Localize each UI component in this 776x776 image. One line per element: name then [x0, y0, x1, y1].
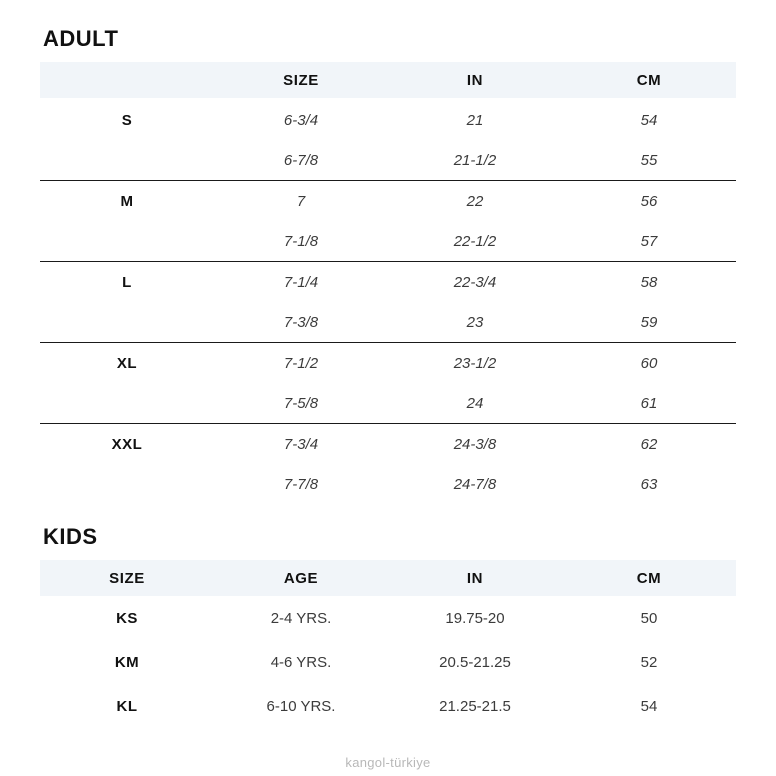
row-size: 7-1/2 [214, 343, 388, 384]
kids-header-row [40, 560, 736, 596]
adult-table-head [40, 62, 736, 98]
row-label [40, 140, 214, 181]
row-label [40, 221, 214, 262]
adult-table-body [40, 98, 736, 504]
row-size: 7-7/8 [283, 475, 319, 493]
table-row [40, 343, 736, 384]
row-label [40, 383, 214, 424]
kids-size-table [40, 560, 736, 728]
row-in: 22-3/4 [388, 262, 562, 303]
row-label: S [121, 111, 133, 129]
adult-section-title: ADULT [43, 26, 119, 51]
table-row [40, 640, 736, 684]
row-label: XL [40, 343, 214, 384]
row-cm: 57 [640, 232, 658, 250]
row-size: 7-3/8 [283, 313, 319, 331]
row-cm: 62 [562, 424, 736, 465]
table-row [40, 383, 736, 424]
row-size: 7-3/4 [214, 424, 388, 465]
row-label [40, 302, 214, 343]
row-age: 4-6 YRS. [270, 653, 332, 671]
row-size: KM [114, 653, 140, 671]
row-label: M [40, 181, 214, 222]
row-cm: 61 [640, 394, 658, 412]
row-in: 21.25-21.5 [439, 697, 511, 715]
row-cm: 50 [640, 609, 658, 627]
row-cm: 59 [640, 313, 658, 331]
adult-size-table [40, 62, 736, 504]
row-in: 24-3/8 [388, 424, 562, 465]
row-cm: 55 [640, 151, 658, 169]
row-cm: 56 [562, 181, 736, 222]
row-cm: 60 [562, 343, 736, 384]
kids-table-body [40, 596, 736, 728]
row-in: 22-1/2 [453, 232, 497, 250]
table-row [40, 181, 736, 222]
table-row [40, 302, 736, 343]
kids-section-title: KIDS [43, 524, 98, 549]
kids-col-in: IN [466, 569, 484, 587]
watermark: kangol-türkiye [345, 755, 431, 770]
row-in: 24 [466, 394, 484, 412]
adult-col-size: SIZE [283, 71, 319, 89]
row-cm: 54 [640, 111, 658, 129]
row-cm: 52 [640, 653, 658, 671]
adult-col-blank [40, 62, 214, 98]
row-in: 23 [466, 313, 484, 331]
table-row [40, 98, 736, 140]
row-in: 23-1/2 [388, 343, 562, 384]
kids-table-head [40, 560, 736, 596]
table-row [40, 424, 736, 465]
row-size: 7 [214, 181, 388, 222]
row-age: 6-10 YRS. [266, 697, 336, 715]
table-row [40, 262, 736, 303]
adult-col-in: IN [466, 71, 484, 89]
row-in: 21 [466, 111, 484, 129]
row-cm: 63 [640, 475, 658, 493]
table-row [40, 221, 736, 262]
row-cm: 58 [562, 262, 736, 303]
row-cm: 54 [640, 697, 658, 715]
kids-col-size: SIZE [109, 569, 145, 587]
row-size: 7-1/4 [214, 262, 388, 303]
row-label: L [40, 262, 214, 303]
row-size: 7-5/8 [283, 394, 319, 412]
row-size: 6-3/4 [283, 111, 319, 129]
row-size: 6-7/8 [283, 151, 319, 169]
row-size: KS [116, 609, 138, 627]
row-label: XXL [40, 424, 214, 465]
kids-col-age: AGE [283, 569, 319, 587]
kids-col-cm: CM [636, 569, 662, 587]
row-in: 21-1/2 [453, 151, 497, 169]
adult-col-cm: CM [636, 71, 662, 89]
row-in: 19.75-20 [445, 609, 505, 627]
row-size: KL [116, 697, 138, 715]
row-in: 24-7/8 [453, 475, 497, 493]
row-in: 22 [388, 181, 562, 222]
adult-header-row [40, 62, 736, 98]
row-label [40, 464, 214, 504]
row-size: 7-1/8 [283, 232, 319, 250]
row-in: 20.5-21.25 [439, 653, 511, 671]
table-row [40, 596, 736, 640]
table-row [40, 140, 736, 181]
table-row [40, 464, 736, 504]
table-row [40, 684, 736, 728]
row-age: 2-4 YRS. [270, 609, 332, 627]
